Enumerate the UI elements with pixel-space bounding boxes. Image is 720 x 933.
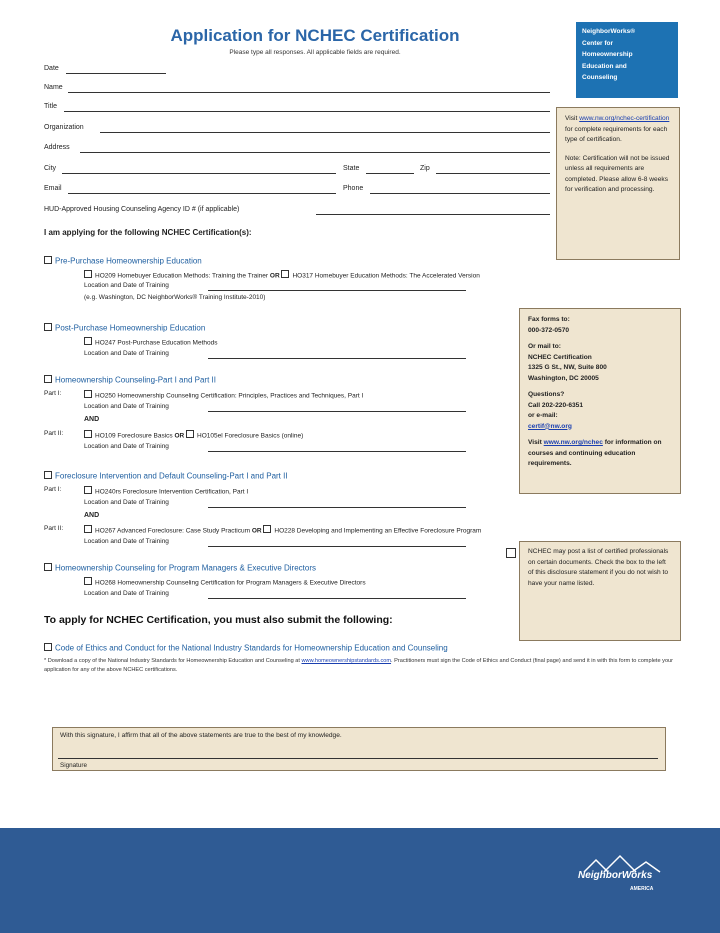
foreclosure-course1-line: HO240rs Foreclosure Intervention Certification, Part I xyxy=(84,486,248,496)
part-label: Part I: xyxy=(44,390,62,397)
and-label: AND xyxy=(84,512,100,519)
counseling-course1-line: HO250 Homeownership Counseling Certification: Principles, Practices and Techniques, Part I xyxy=(84,390,363,400)
mail-line: 1325 G St., NW, Suite 800 xyxy=(528,364,607,371)
date-field[interactable] xyxy=(66,73,166,74)
location-label: Location and Date of Training xyxy=(84,590,169,597)
footer-logo: NeighborWorks xyxy=(578,870,653,881)
name-label: Name xyxy=(44,84,63,91)
state-label: State xyxy=(343,165,360,172)
phone-label: Phone xyxy=(343,185,364,192)
part-label: Part II: xyxy=(44,525,64,532)
brand-line: Education and xyxy=(582,62,627,70)
checkbox[interactable] xyxy=(263,525,271,533)
mail-line: NCHEC Certification xyxy=(528,353,592,361)
checkbox[interactable] xyxy=(44,375,52,383)
checkbox[interactable] xyxy=(84,486,92,494)
counseling-location1-field[interactable] xyxy=(208,411,466,412)
checkbox[interactable] xyxy=(84,430,92,438)
disclosure-box xyxy=(519,541,681,641)
fax-number: 000-372-0570 xyxy=(528,326,570,334)
foreclosure-location2-field[interactable] xyxy=(208,546,466,547)
checkbox[interactable] xyxy=(84,577,92,585)
courses-link[interactable]: www.nw.org/nchec xyxy=(543,439,603,446)
phone-field[interactable] xyxy=(370,193,550,194)
zip-field[interactable] xyxy=(436,173,550,174)
disclosure-text: NCHEC may post a list of certified professionals on certain documents. Check the box to the left of this disclosure statement if you do not wish to have your name listed. xyxy=(528,548,669,587)
fax-label: Fax forms to: xyxy=(528,316,570,323)
agency-label: HUD-Approved Housing Counseling Agency ID # (if applicable) xyxy=(44,206,240,213)
section-foreclosure[interactable]: Foreclosure Intervention and Default Counseling-Part I and Part II xyxy=(44,471,288,481)
counseling-course2-line: HO109 Foreclosure Basics OR HO105el Foreclosure Basics (online) xyxy=(84,430,303,440)
post-location-field[interactable] xyxy=(208,358,466,359)
requirements-text: Visit www.nw.org/nchec-certification for complete requirements for each type of certification. xyxy=(565,115,670,143)
requirements-link[interactable]: www.nw.org/nchec-certification xyxy=(579,115,670,122)
example-text: (e.g. Washington, DC NeighborWorks® Training Institute-2010) xyxy=(84,294,266,301)
footnote: * Download a copy of the National Industry Standards for Homeownership Education and Counseling at www.homeownershipstandards.com. Practitioners must sign the Code of Ethics and Conduct (final page) and send it in with this form to complete your application for any of the above NCHEC certifications. xyxy=(44,658,674,673)
location-label: Location and Date of Training xyxy=(84,350,169,357)
and-label: AND xyxy=(84,416,100,423)
brand-box xyxy=(576,22,678,98)
pre-course-line: HO209 Homebuyer Education Methods: Training the Trainer OR HO317 Homebuyer Education Methods: The Accelerated Version xyxy=(84,270,480,280)
footer-logo-sub: AMERICA xyxy=(630,886,654,892)
location-label: Location and Date of Training xyxy=(84,282,169,289)
section-pre-purchase[interactable]: Pre-Purchase Homeownership Education xyxy=(44,256,202,266)
organization-field[interactable] xyxy=(100,132,550,133)
city-label: City xyxy=(44,165,57,172)
applying-heading: I am applying for the following NCHEC Certification(s): xyxy=(44,228,252,237)
checkbox[interactable] xyxy=(44,471,52,479)
courses-info: Visit www.nw.org/nchec for information on courses and continuing education requirements. xyxy=(528,439,662,467)
requirements-note-box xyxy=(556,107,680,260)
checkbox[interactable] xyxy=(84,525,92,533)
checkbox[interactable] xyxy=(281,270,289,278)
section-program-managers[interactable]: Homeownership Counseling for Program Managers & Executive Directors xyxy=(44,563,316,573)
location-label: Location and Date of Training xyxy=(84,538,169,545)
managers-course-line: HO268 Homeownership Counseling Certification for Program Managers & Executive Directors xyxy=(84,577,366,587)
checkbox[interactable] xyxy=(44,563,52,571)
pre-location-field[interactable] xyxy=(208,290,466,291)
mail-line: Washington, DC 20005 xyxy=(528,374,599,382)
contact-phone: Call 202-220-6351 xyxy=(528,401,583,409)
zip-label: Zip xyxy=(420,165,430,172)
location-label: Location and Date of Training xyxy=(84,443,169,450)
address-label: Address xyxy=(44,144,70,151)
signature-field[interactable] xyxy=(58,758,658,759)
title-label: Title xyxy=(44,103,57,110)
brand-line: NeighborWorks® xyxy=(582,28,636,35)
standards-link[interactable]: www.homeownershipstandards.com xyxy=(301,658,392,664)
agency-field[interactable] xyxy=(316,214,550,215)
page-subtitle: Please type all responses. All applicable fields are required. xyxy=(229,49,401,56)
counseling-location2-field[interactable] xyxy=(208,451,466,452)
processing-note: Note: Certification will not be issued unless all requirements are completed. Please allow 6-8 weeks for verification and processing. xyxy=(565,154,670,193)
brand-line: Homeownership xyxy=(582,51,633,58)
name-field[interactable] xyxy=(68,92,550,93)
checkbox[interactable] xyxy=(44,323,52,331)
page-title: Application for NCHEC Certification xyxy=(170,26,460,45)
part-label: Part I: xyxy=(44,486,62,493)
post-course-line: HO247 Post-Purchase Education Methods xyxy=(84,337,217,347)
mail-label: Or mail to: xyxy=(528,343,561,350)
questions-label: Questions? xyxy=(528,391,565,398)
location-label: Location and Date of Training xyxy=(84,403,169,410)
checkbox[interactable] xyxy=(44,643,52,651)
checkbox[interactable] xyxy=(186,430,194,438)
city-field[interactable] xyxy=(62,173,336,174)
contact-box xyxy=(519,308,681,494)
submit-heading: To apply for NCHEC Certification, you must also submit the following: xyxy=(44,614,393,626)
brand-line: Counseling xyxy=(582,74,618,81)
signature-label: Signature xyxy=(60,762,87,769)
checkbox[interactable] xyxy=(44,256,52,264)
title-field[interactable] xyxy=(64,111,550,112)
foreclosure-course2-line: HO267 Advanced Foreclosure: Case Study Practicum OR HO228 Developing and Implementing an Effective Foreclosure Program xyxy=(84,525,481,535)
disclosure-checkbox[interactable] xyxy=(506,548,516,558)
state-field[interactable] xyxy=(366,173,414,174)
organization-label: Organization xyxy=(44,124,84,131)
section-post-purchase[interactable]: Post-Purchase Homeownership Education xyxy=(44,323,205,333)
contact-email-link[interactable]: certif@nw.org xyxy=(528,422,572,430)
foreclosure-location1-field[interactable] xyxy=(208,507,466,508)
section-homeownership-counseling[interactable]: Homeownership Counseling-Part I and Part II xyxy=(44,375,216,385)
location-label: Location and Date of Training xyxy=(84,499,169,506)
signature-statement: With this signature, I affirm that all of the above statements are true to the best of my knowledge. xyxy=(60,732,342,739)
part-label: Part II: xyxy=(44,430,64,437)
managers-location-field[interactable] xyxy=(208,598,466,599)
checkbox[interactable] xyxy=(84,270,92,278)
email-field[interactable] xyxy=(68,193,336,194)
code-of-ethics-item[interactable]: Code of Ethics and Conduct for the National Industry Standards for Homeownership Education and Counseling xyxy=(44,643,448,653)
email-label: Email xyxy=(44,185,62,192)
email-label: or e-mail: xyxy=(528,412,558,419)
checkbox[interactable] xyxy=(84,337,92,345)
brand-line: Center for xyxy=(582,39,614,47)
date-label: Date xyxy=(44,65,59,72)
address-field[interactable] xyxy=(80,152,550,153)
checkbox[interactable] xyxy=(84,390,92,398)
